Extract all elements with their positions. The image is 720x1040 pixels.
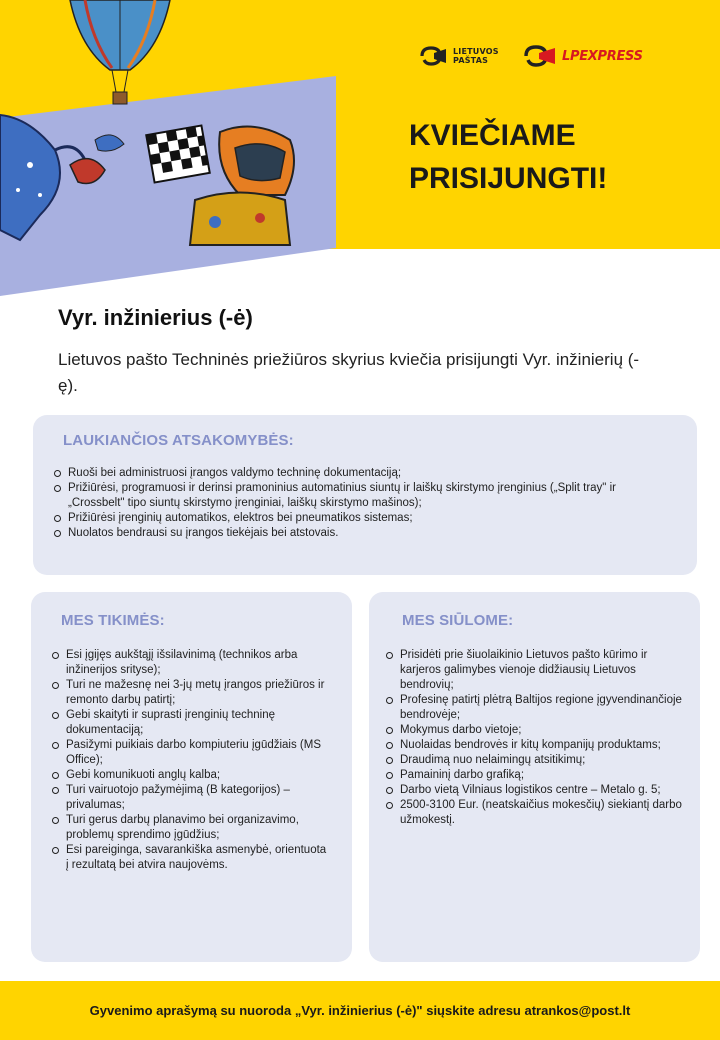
list-item: Nuolaidas bendrovės ir kitų kompanijų produktams; [385, 738, 685, 753]
list-item: Gebi skaityti ir suprasti įrenginių techninę dokumentaciją; [51, 708, 331, 738]
offers-list [385, 648, 685, 828]
list-item: Prisidėti prie šiuolaikinio Lietuvos pašto kūrimo ir karjeros galimybes vienoje didžiausių Lietuvos bendrovių; [385, 648, 685, 693]
post-horn-icon [420, 45, 448, 67]
expectations-panel [31, 592, 352, 962]
lpexpress-horn-icon [523, 44, 557, 68]
footer-banner [0, 981, 720, 1040]
lpexpress-wordmark: LPEXPRESS [562, 48, 643, 64]
footer-apply-text: Gyvenimo aprašymą su nuoroda „Vyr. inžinierius (-ė)" siųskite adresu atrankos@post.lt [89, 1003, 631, 1018]
list-item: Darbo vietą Vilniaus logistikos centre – Metalo g. 5; [385, 783, 685, 798]
offers-panel [369, 592, 700, 962]
hero-title: KVIEČIAME PRISIJUNGTI! [409, 119, 608, 195]
list-item: 2500-3100 Eur. (neatskaičius mokesčių) siekiantį darbo užmokestį. [385, 798, 685, 828]
expectations-title: MES TIKIMĖS: [61, 612, 165, 629]
list-item: Pamaininį darbo grafiką; [385, 768, 685, 783]
list-item: Turi vairuotojo pažymėjimą (B kategorijos) – privalumas; [51, 783, 331, 813]
list-item: Gebi komunikuoti anglų kalba; [51, 768, 331, 783]
list-item: Prižiūrėsi įrenginių automatikos, elektros bei pneumatikos sistemas; [53, 511, 673, 526]
lietuvos-pastas-logo [420, 45, 501, 67]
responsibilities-title: LAUKIANČIOS ATSAKOMYBĖS: [63, 432, 294, 449]
lpexpress-logo [523, 44, 643, 68]
list-item: Turi gerus darbų planavimo bei organizavimo, problemų sprendimo įgūdžius; [51, 813, 331, 843]
list-item: Esi pareiginga, savarankiška asmenybė, orientuota į rezultatą bei atvira naujovėms. [51, 843, 331, 873]
header-illustration [0, 0, 340, 300]
expectations-list [51, 648, 331, 873]
job-title: Vyr. inžinierius (-ė) [58, 305, 253, 330]
list-item: Prižiūrėsi, programuosi ir derinsi pramoninius automatinius siuntų ir laiškų skirstymo įrenginius („Split tray" ir „Crossbelt" tipo siuntų skirstymo įrenginiai, laiškų skirstymo mašinos); [53, 481, 673, 511]
brand-logos [420, 44, 643, 68]
job-intro: Lietuvos pašto Techninės priežiūros skyrius kviečia prisijungti Vyr. inžinierių (-ę). [58, 350, 640, 395]
list-item: Mokymus darbo vietoje; [385, 723, 685, 738]
responsibilities-panel [33, 415, 697, 575]
list-item: Draudimą nuo nelaimingų atsitikimų; [385, 753, 685, 768]
list-item: Pasižymi puikiais darbo kompiuteriu įgūdžiais (MS Office); [51, 738, 331, 768]
lietuvos-pastas-wordmark: LIETUVOS PAŠTAS [453, 47, 499, 65]
balloon-icon [70, 0, 170, 104]
list-item: Profesinę patirtį plėtrą Baltijos regione įgyvendinančioje bendrovėje; [385, 693, 685, 723]
list-item: Esi įgijęs aukštąjį išsilavinimą (technikos arba inžinerijos srityse); [51, 648, 331, 678]
list-item: Turi ne mažesnę nei 3-jų metų įrangos priežiūros ir remonto darbų patirtį; [51, 678, 331, 708]
list-item: Ruoši bei administruosi įrangos valdymo techninę dokumentaciją; [53, 466, 673, 481]
offers-title: MES SIŪLOME: [402, 612, 514, 629]
responsibilities-list [53, 466, 673, 541]
list-item: Nuolatos bendrausi su įrangos tiekėjais bei atstovais. [53, 526, 673, 541]
